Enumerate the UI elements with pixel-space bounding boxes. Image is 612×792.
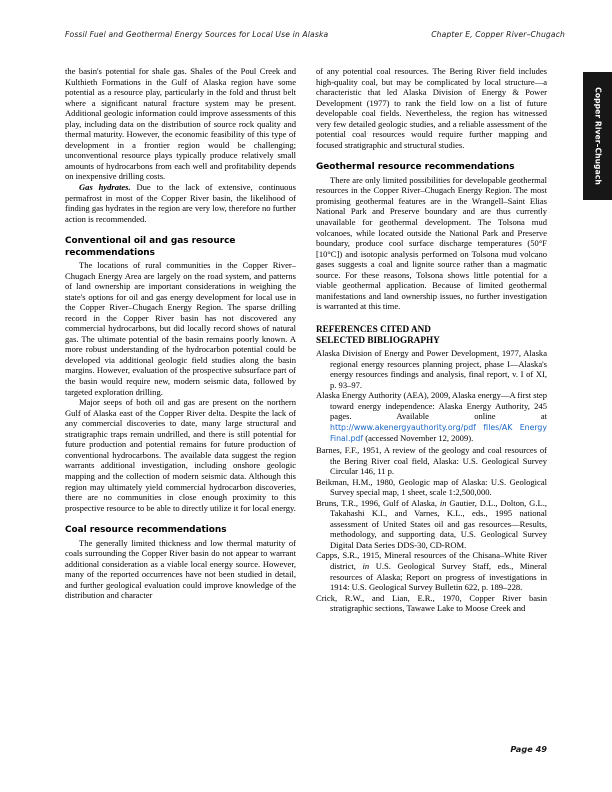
running-head-left: Fossil Fuel and Geothermal Energy Sources for Local Use in Alaska [65, 30, 329, 39]
reference-entry: Crick, R.W., and Lian, E.R., 1970, Copper River basin stratigraphic sections, Tawawe Lake to Moose Creek and [316, 592, 547, 614]
reference-entry: Barnes, F.F., 1951, A review of the geology and coal resources of the Bering River coal field, Alaska: U.S. Geological Survey Circular 146, 11 p. [316, 445, 547, 477]
reference-entry: Capps, S.R., 1915, Mineral resources of the Chisana–White River district, in U.S. Geological Survey Staff, eds., Mineral resources of Alaska; Report on progress of investigations in 1914: U.S. Geological Survey Bulletin 622, p. 189–228. [316, 550, 547, 593]
paragraph: There are only limited possibilities for developable geothermal resources in the Copper River–Chugach Energy Region. The most promising geothermal features are in the Wrangell–Saint Elias National Park and Preserve boundary and are thus currently unavailable for geothermal development. The Tolsona mud volcanoes, while located outside the National Park and Preserve boundary, produce cool surface discharge temperatures (50°F [10°C]) and isotopic analysis performed on Tolsona mud volcano gases suggests a coal and lignite source rather than a magmatic source. For these reasons, Tolsona shows little potential for a viable geothermal application. Because of limited geothermal manifestations and land ownership issues, no further investigation is warranted at this time. [316, 174, 547, 312]
latin-in: in [362, 561, 370, 572]
reference-url[interactable]: http://www.akenergyauthority.org/pdf files/AK Energy Final.pdf [330, 422, 547, 444]
reference-entry: Beikman, H.M., 1980, Geologic map of Alaska: U.S. Geological Survey special map, 1 sheet, scale 1:2,500,000. [316, 476, 547, 498]
run-in-heading-gas-hydrates: Gas hydrates. [79, 182, 131, 193]
running-head [65, 30, 565, 39]
two-column-body [65, 66, 547, 734]
chapter-thumb-tab-label: Copper River–Chugach [593, 87, 602, 185]
spacer [316, 312, 547, 324]
heading-coal-resource: Coal resource recommendations [65, 525, 227, 536]
heading-geothermal-resource: Geothermal resource recommendations [316, 162, 515, 173]
page-number: Page 49 [510, 744, 547, 754]
paragraph: the basin's potential for shale gas. Shales of the Poul Creek and Kulthieth Formations in the Gulf of Alaska region have some potential as a resource play, particularly in the fold and thrust belt where a significant natural fracture system may be present. Additional geologic information could improve assessments of this play, including data on the distribution of source rock quality and thermal maturity. However, the economic feasibility of this type of development in a frontier region would be challenging; unconventional resource plays typically produce relatively small amounts of hydrocarbons from each well and profitability depends on inexpensive drilling costs. [65, 66, 296, 182]
reference-entry: Alaska Division of Energy and Power Development, 1977, Alaska regional energy resources planning project, phase I—Alaska's energy resources findings and analysis, final report, v. I of XI, p. 93–97. [316, 348, 547, 390]
heading-conventional-oil-and-gas: Conventional oil and gas resource recommendations [65, 236, 236, 258]
spacer [65, 224, 296, 236]
paragraph: of any potential coal resources. The Bering River field includes high-quality coal, but may be complicated by local structure—a characteristic that led Alaska Division of Energy & Power Development (1977) to rank the field low on a list of future developable coal fields. Nevertheless, the region has witnessed very few detailed geologic studies, and a reliable assessment of the potential coal resources would require further mapping and focused stratigraphic and structural studies. [316, 66, 547, 150]
paragraph-text: Due to the lack of extensive, continuous permafrost in most of the Copper River basin, the likelihood of finding gas hydrates in the region are very low, therefore no further action is recommended. [65, 182, 296, 224]
paragraph: The generally limited thickness and low thermal maturity of coals surrounding the Copper River basin do not appear to warrant additional consideration as a viable local energy source. However, many of the reported occurrences have not been studied in detail, and further geological evaluation could improve knowledge of the distribution and character [65, 537, 296, 601]
left-column [65, 66, 296, 734]
latin-in: in [439, 497, 447, 508]
right-column [316, 66, 547, 734]
heading-references-line1: REFERENCES CITED AND [316, 323, 431, 334]
chapter-thumb-tab [583, 72, 612, 200]
reference-entry: Alaska Energy Authority (AEA), 2009, Alaska energy—A first step toward energy independence: Alaska Energy Authority, 245 pages. Available online at http://www.akenergyauthority.org/pdf files/AK Energy Final.pdf (accessed November 12, 2009). [316, 390, 547, 444]
paragraph: Major seeps of both oil and gas are present on the northern Gulf of Alaska east of the Copper River delta. Despite the lack of any commercial discoveries to date, many large structural and stratigraphic traps remain undrilled, and there is still potential for future production and potential remains for future production of conventional hydrocarbons. The available data suggest the region warrants additional investigation, including onshore geologic mapping and the collection of modern seismic data. Although this region may ultimately yield commercial hydrocarbon discoveries, there are no communities in close enough proximity to this prospective resource to be able to directly utilize it for local energy. [65, 397, 296, 513]
reference-list [316, 348, 547, 614]
spacer [316, 150, 547, 162]
spacer [65, 513, 296, 525]
paragraph: The locations of rural communities in the Copper River–Chugach Energy Area are largely on the road system, and patterns of land ownership are important considerations in weighing the state's options for oil and gas energy development for local use in the Copper River–Chugach Energy Region. The sparse drilling record in the Copper River basin has not discovered any commercial hydrocarbons, but did locally record shows of natural gas. The ultimate potential of the basin remains poorly known. A more robust understanding of the hydrocarbon potential could be developed via additional geologic field studies along the basin margins. However, evaluation of the prospective subsurface part of the basin would require new, modern seismic data, followed by targeted exploration drilling. [65, 260, 296, 397]
reference-entry: Bruns, T.R., 1996, Gulf of Alaska, in Gautier, D.L., Dolton, G.L., Takahashi K.I., and Varnes, K.L., eds., 1995 national assessment of United States oil and gas resources—Results, methodology, and supporting data, U.S. Geological Survey Digital Data Series DDS-30, CD-ROM. [316, 497, 547, 550]
paragraph-gas-hydrates [65, 182, 296, 224]
heading-references-line2: SELECTED BIBLIOGRAPHY [316, 335, 440, 346]
running-head-right: Chapter E, Copper River–Chugach [431, 30, 565, 39]
